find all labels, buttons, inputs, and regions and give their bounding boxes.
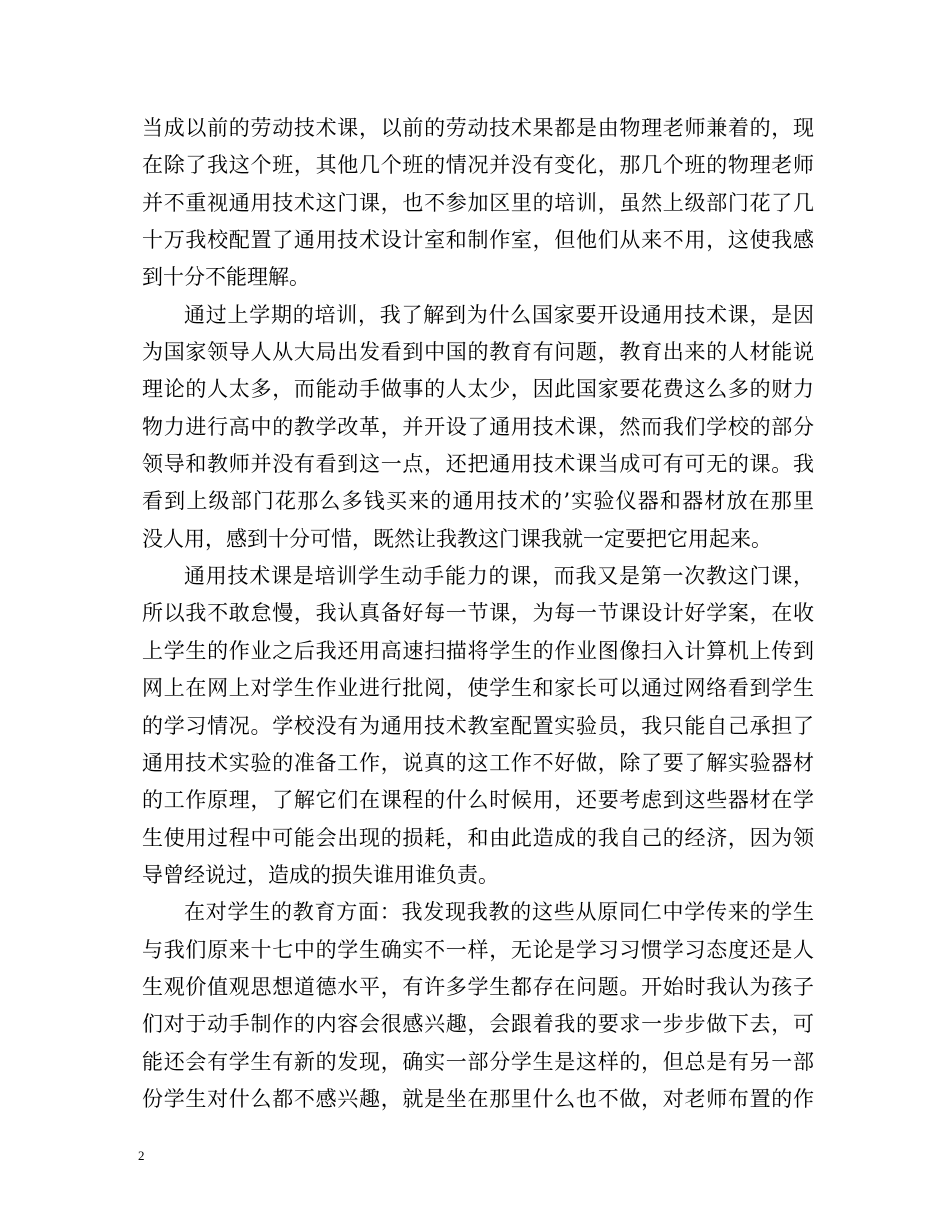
text-line: 物力进行高中的教学改革，并开设了通用技术课，然而我们学校的部分 [142,414,814,439]
text-line: 上学生的作业之后我还用高速扫描将学生的作业图像扫入计算机上传到 [142,638,814,663]
text-line: 导曾经说过，造成的损失谁用谁负责。 [142,862,499,887]
text-line: 没人用，感到十分可惜，既然让我教这门课我就一定要把它用起来。 [142,526,772,551]
text-line: 与我们原来十七中的学生确实不一样，无论是学习习惯学习态度还是人 [142,937,814,962]
paragraph-2 [142,297,814,558]
text-line: 领导和教师并没有看到这一点，还把通用技术课当成可有可无的课。我 [142,452,814,477]
text-line: 们对于动手制作的内容会很感兴趣，会跟着我的要求一步步做下去，可 [142,1012,814,1037]
paragraph-4 [142,894,814,1118]
text-line: 看到上级部门花那么多钱买来的通用技术的’实验仪器和器材放在那里 [142,489,814,514]
text-line: 份学生对什么都不感兴趣，就是坐在那里什么也不做，对老师布置的作 [142,1086,814,1111]
text-line: 当成以前的劳动技术课，以前的劳动技术果都是由物理老师兼着的，现 [142,116,814,140]
text-line: 在除了我这个班，其他几个班的情况并没有变化，那几个班的物理老师 [142,153,814,178]
paragraph-3 [142,558,814,894]
text-line: 的学习情况。学校没有为通用技术教室配置实验员，我只能自己承担了 [142,713,814,738]
text-line: 通用技术实验的准备工作，说真的这工作不好做，除了要了解实验器材 [142,750,814,775]
text-line: 为国家领导人从大局出发看到中国的教育有问题，教育出来的人材能说 [142,340,814,365]
text-line: 能还会有学生有新的发现，确实一部分学生是这样的，但总是有另一部 [142,1049,814,1074]
text-line: 在对学生的教育方面：我发现我教的这些从原同仁中学传来的学生 [184,900,814,925]
text-line: 通过上学期的培训，我了解到为什么国家要开设通用技术课，是因 [184,302,814,327]
text-line: 并不重视通用技术这门课，也不参加区里的培训，虽然上级部门花了几 [142,190,814,215]
page-number: 2 [138,1148,145,1163]
paragraph-1 [142,110,814,297]
text-line: 通用技术课是培训学生动手能力的课，而我又是第一次教这门课， [184,564,814,589]
text-line: 所以我不敢怠慢，我认真备好每一节课，为每一节课设计好学案，在收 [142,601,814,626]
text-line: 生使用过程中可能会出现的损耗，和由此造成的我自己的经济，因为领 [142,825,814,850]
text-line: 的工作原理，了解它们在课程的什么时候用，还要考虑到这些器材在学 [142,788,814,813]
text-line: 网上在网上对学生作业进行批阅，使学生和家长可以通过网络看到学生 [142,676,814,701]
text-line: 理论的人太多，而能动手做事的人太少，因此国家要花费这么多的财力 [142,377,814,402]
text-line: 生观价值观思想道德水平，有许多学生都存在问题。开始时我认为孩子 [142,974,814,999]
text-line: 到十分不能理解。 [142,265,310,290]
document-body [142,110,814,1118]
text-line: 十万我校配置了通用技术设计室和制作室，但他们从来不用，这使我感 [142,228,814,253]
